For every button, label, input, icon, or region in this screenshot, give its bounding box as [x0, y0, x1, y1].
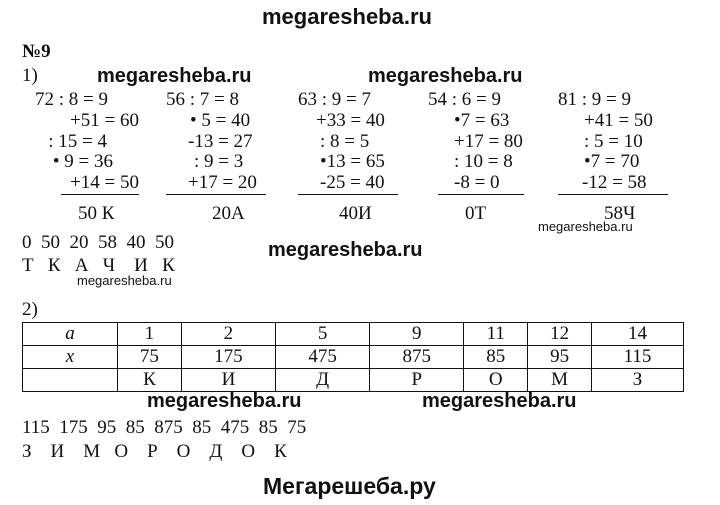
chain-line: 72 : 8 = 9	[35, 89, 108, 110]
chain-5-result: 58Ч	[604, 203, 636, 224]
chain-4	[428, 90, 528, 195]
chain-2	[166, 90, 266, 195]
table-cell: 5	[276, 323, 370, 346]
chain-line: -12 = 58	[558, 173, 668, 195]
table-cell: 2	[181, 323, 275, 346]
chain-line: +51 = 60	[70, 109, 139, 131]
table-cell: Д	[276, 369, 370, 392]
table-row-a	[23, 323, 684, 346]
watermark: megaresheba.ru	[77, 273, 172, 288]
problem-number: №9	[22, 41, 51, 62]
chain-line: 56 : 7 = 8	[166, 89, 239, 110]
part2-label: 2)	[22, 299, 38, 320]
chain-line: •7 = 70	[584, 151, 640, 173]
chain-line: • 9 = 36	[52, 151, 113, 173]
table-cell: 75	[118, 346, 182, 369]
table-cell: 115	[592, 346, 684, 369]
row-label-a: a	[23, 323, 118, 346]
table-cell: 95	[528, 346, 592, 369]
watermark-footer: Мегарешеба.ру	[263, 473, 436, 499]
watermark: megaresheba.ru	[422, 390, 577, 412]
chain-line: 63 : 9 = 7	[298, 89, 371, 110]
row-label-x: x	[23, 346, 118, 369]
table-row-letters	[23, 369, 684, 392]
chain-3-result: 40И	[339, 203, 372, 224]
chain-line: : 8 = 5	[320, 130, 370, 152]
chain-line: 54 : 6 = 9	[428, 89, 501, 110]
chain-line: •13 = 65	[320, 151, 385, 173]
chain-line: : 9 = 3	[194, 151, 244, 173]
watermark: megaresheba.ru	[538, 219, 633, 234]
chain-line: -13 = 27	[188, 130, 253, 152]
row-label-empty	[23, 369, 118, 392]
table-cell: 9	[370, 323, 464, 346]
part2-answer-numbers: 115 175 95 85 875 85 475 85 75	[22, 417, 307, 438]
chain-line: 81 : 9 = 9	[558, 89, 631, 110]
chain-1	[35, 90, 139, 195]
table-cell: 1	[118, 323, 182, 346]
table-cell: Р	[370, 369, 464, 392]
chain-1-result: 50 К	[78, 203, 115, 224]
chain-line: +33 = 40	[316, 109, 385, 131]
chain-line: : 10 = 8	[454, 151, 513, 173]
part1-answer-numbers: 0 50 20 58 40 50	[22, 232, 174, 253]
table-cell: 875	[370, 346, 464, 369]
chain-5	[558, 90, 668, 195]
table-row-x	[23, 346, 684, 369]
table-cell: 85	[464, 346, 528, 369]
chain-line: •7 = 63	[454, 109, 510, 131]
chain-line: +17 = 80	[454, 130, 523, 152]
table-cell: М	[528, 369, 592, 392]
table-cell: 14	[592, 323, 684, 346]
table-cell: 475	[276, 346, 370, 369]
chain-line: -8 = 0	[438, 173, 524, 195]
chain-3	[298, 90, 398, 195]
chain-line: +14 = 50	[61, 173, 139, 195]
table-cell: З	[592, 369, 684, 392]
chain-line: : 5 = 10	[584, 130, 643, 152]
chain-line: : 15 = 4	[48, 130, 107, 152]
watermark-header: megaresheba.ru	[262, 4, 432, 29]
table-cell: 12	[528, 323, 592, 346]
watermark: megaresheba.ru	[147, 390, 302, 412]
chain-2-result: 20А	[212, 203, 245, 224]
watermark: megaresheba.ru	[368, 65, 523, 87]
part2-answer-letters: З И М О Р О Д О К	[22, 441, 287, 462]
watermark: megaresheba.ru	[97, 65, 252, 87]
watermark: megaresheba.ru	[268, 239, 423, 261]
part1-label: 1)	[22, 65, 38, 86]
table-cell: И	[181, 369, 275, 392]
table-cell: К	[118, 369, 182, 392]
table-cell: 175	[181, 346, 275, 369]
chain-line: +17 = 20	[166, 173, 266, 195]
part1-answer-letters: Т К А Ч И К	[22, 255, 175, 276]
chain-4-result: 0Т	[465, 203, 487, 224]
chain-line: • 5 = 40	[190, 109, 251, 131]
chain-line: +41 = 50	[584, 109, 653, 131]
table-cell: О	[464, 369, 528, 392]
chain-line: -25 = 40	[298, 173, 398, 195]
table-cell: 11	[464, 323, 528, 346]
values-table	[22, 322, 684, 392]
